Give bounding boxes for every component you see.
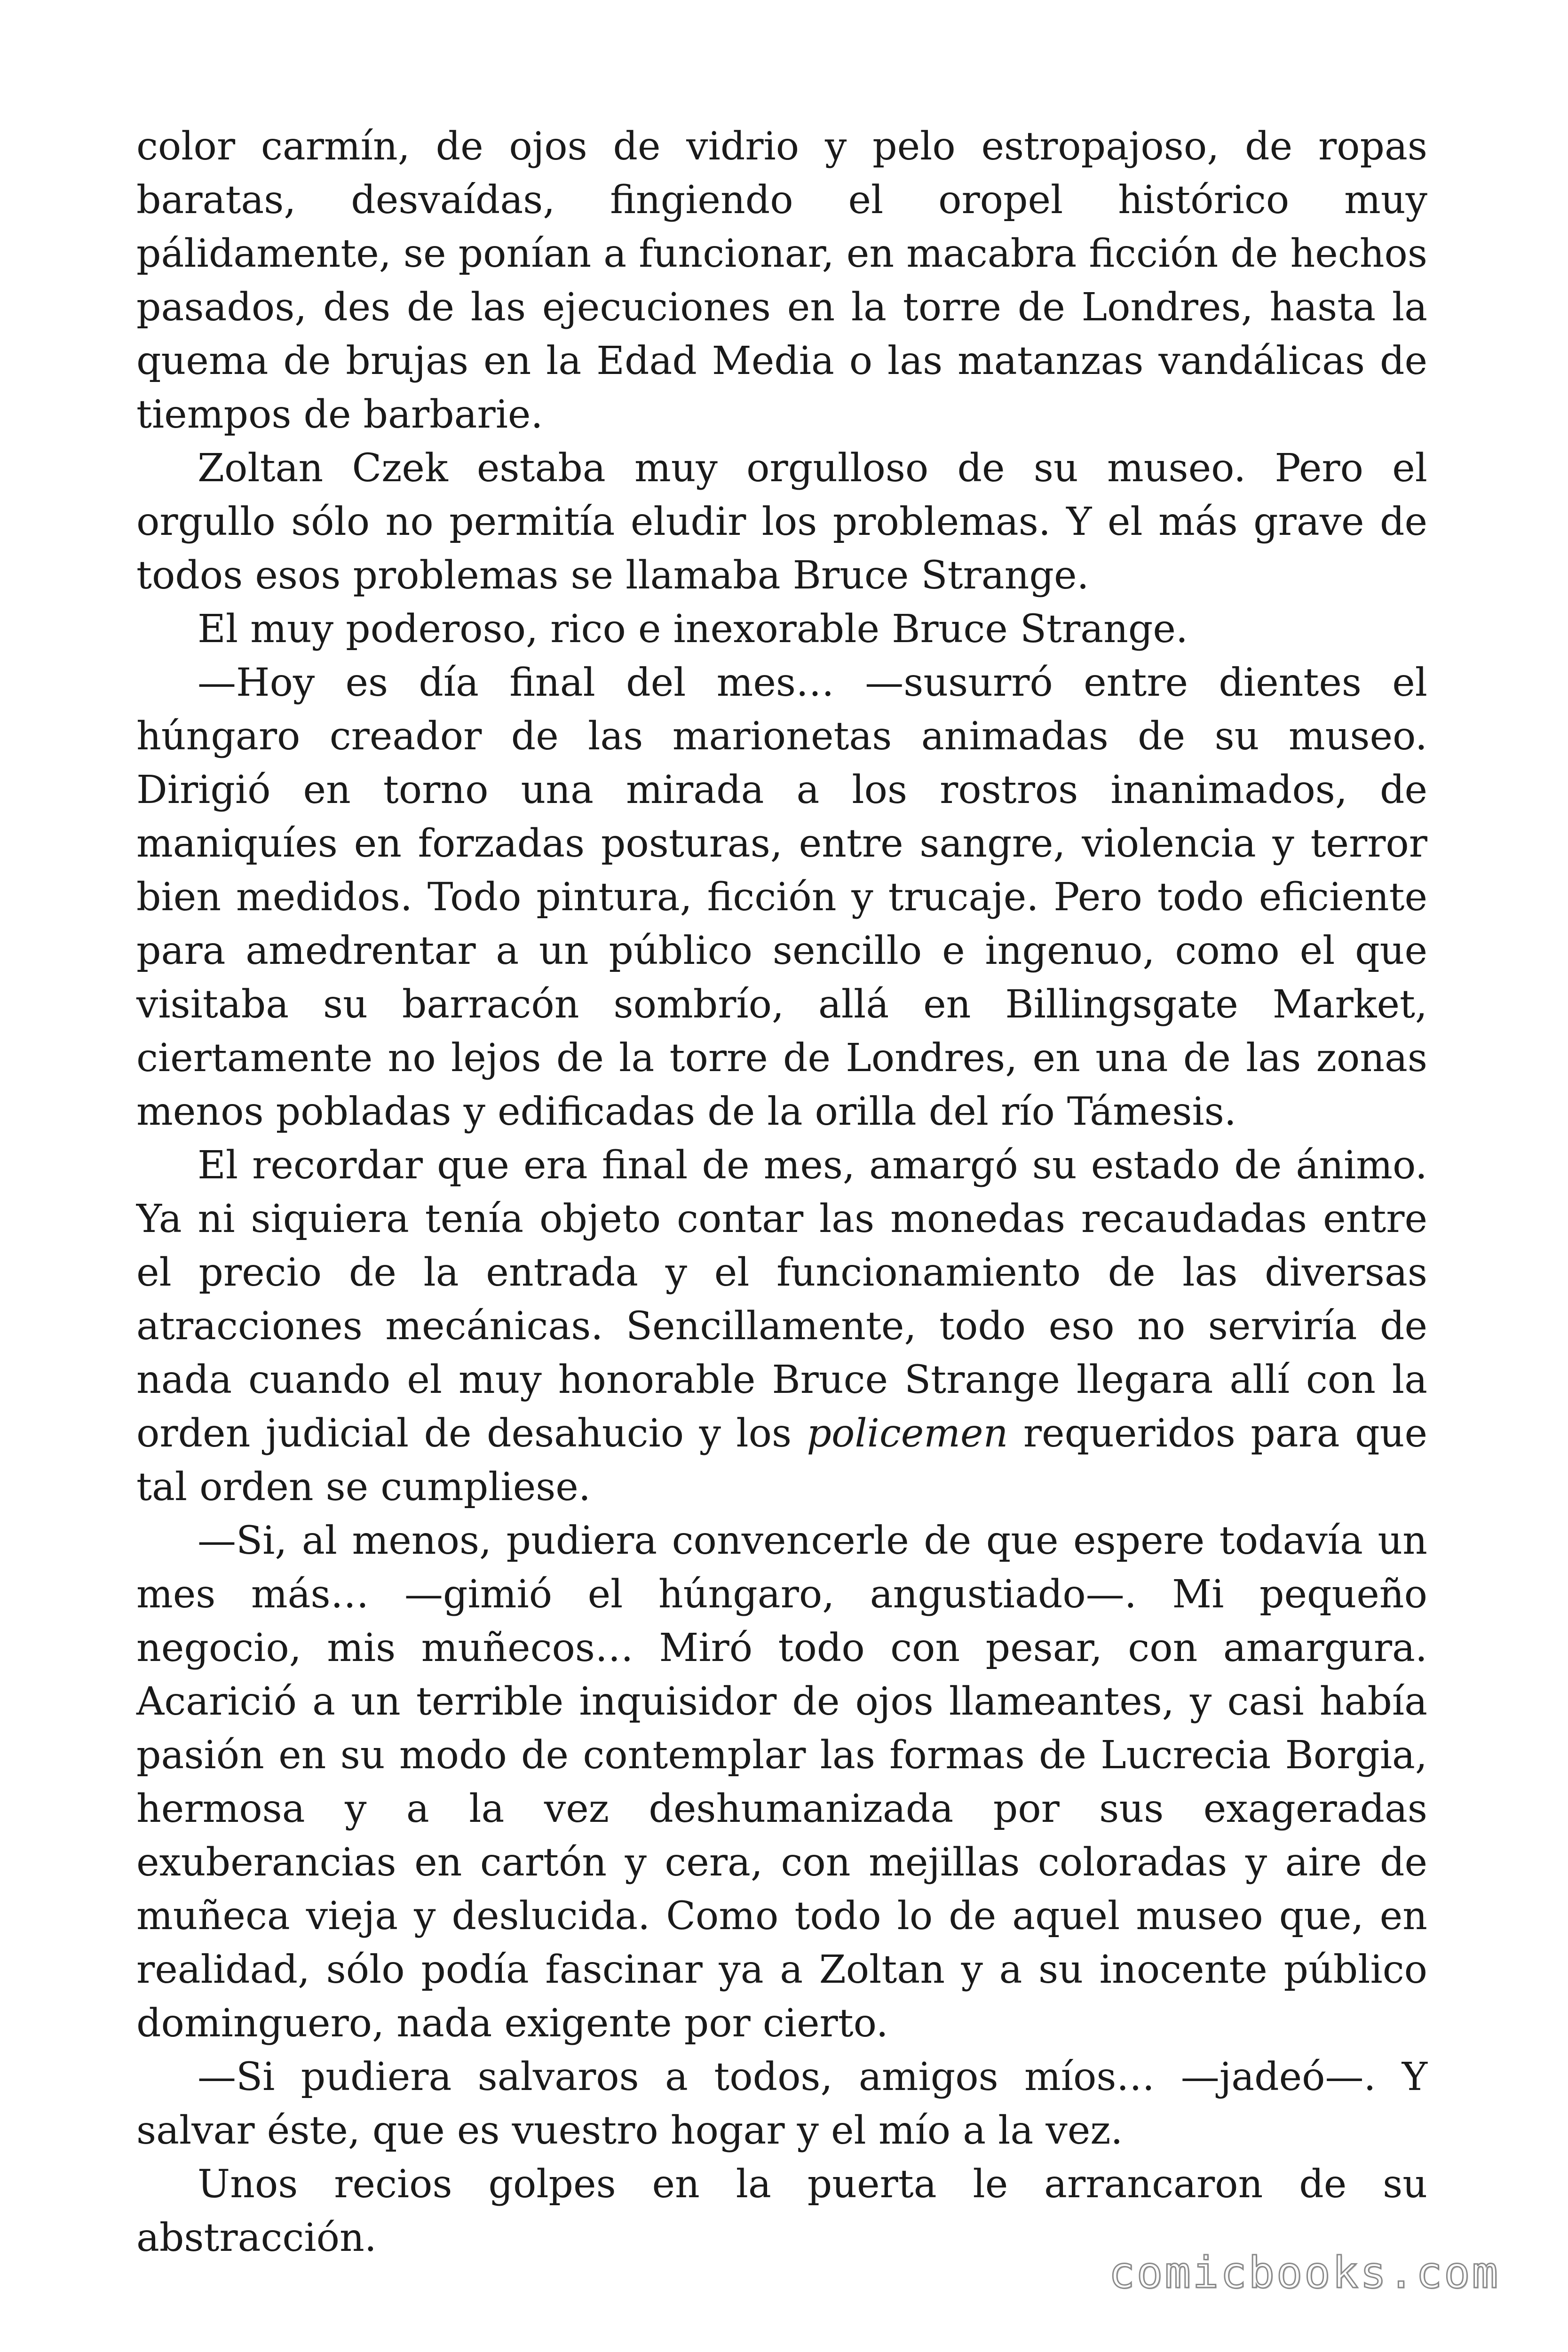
paragraph — [136, 120, 1427, 442]
text-run: requeridos para que tal orden se cumpliese. — [136, 1411, 1427, 1510]
text-run: El recordar que era final de mes, amargó su estado de ánimo. Ya ni siquiera tenía objeto contar las monedas recaudadas entre el precio de la entrada y el funcionamiento de las diversas atracciones mecánicas. Sencillamente, todo eso no serviría de nada cuando el muy honorable Bruce Strange llegara allí con la orden judicial de desahucio y los — [136, 1143, 1427, 1456]
paragraph — [136, 2050, 1427, 2158]
paragraph — [136, 603, 1427, 656]
text-run: Zoltan Czek estaba muy orgulloso de su museo. Pero el orgullo sólo no permitía eludir los problemas. Y el más grave de todos esos problemas se llamaba Bruce Strange. — [136, 446, 1427, 598]
body-text — [136, 120, 1427, 2265]
paragraph — [136, 1139, 1427, 1514]
paragraph — [136, 1514, 1427, 2050]
paragraph — [136, 656, 1427, 1139]
italic-term: policemen — [807, 1411, 1008, 1456]
text-run: —Si, al menos, pudiera convencerle de que espere todavía un mes más… —gimió el húngaro, angustiado—. Mi pequeño negocio, mis muñecos… Miró todo con pesar, con amargura. Acarició a un terrible inquisidor de ojos llameantes, y casi había pasión en su modo de contemplar las formas de Lucrecia Borgia, hermosa y a la vez deshumanizada por sus exageradas exuberancias en cartón y cera, con mejillas coloradas y aire de muñeca vieja y deslucida. Como todo lo de aquel museo que, en realidad, sólo podía fascinar ya a Zoltan y a su inocente público dominguero, nada exigente por cierto. — [136, 1518, 1427, 2046]
paragraph — [136, 442, 1427, 603]
text-run: color carmín, de ojos de vidrio y pelo estropajoso, de ropas baratas, desvaídas, fingiendo el oropel histórico muy pálidamente, se ponían a funcionar, en macabra ficción de hechos pasados, des de las ejecuciones en la torre de Londres, hasta la quema de brujas en la Edad Media o las matanzas vandálicas de tiempos de barbarie. — [136, 124, 1427, 437]
text-run: —Si pudiera salvaros a todos, amigos míos… —jadeó—. Y salvar éste, que es vuestro hogar y el mío a la vez. — [136, 2055, 1427, 2153]
site-watermark: comicbooks.com — [1109, 2248, 1500, 2298]
text-run: Unos recios golpes en la puerta le arrancaron de su abstracción. — [136, 2162, 1427, 2260]
text-run: —Hoy es día final del mes… —susurró entre dientes el húngaro creador de las marionetas animadas de su museo. Dirigió en torno una mirada a los rostros inanimados, de maniquíes en forzadas posturas, entre sangre, violencia y terror bien medidos. Todo pintura, ficción y trucaje. Pero todo eficiente para amedrentar a un público sencillo e ingenuo, como el que visitaba su barracón sombrío, allá en Billingsgate Market, ciertamente no lejos de la torre de Londres, en una de las zonas menos pobladas y edificadas de la orilla del río Támesis. — [136, 660, 1427, 1134]
text-run: El muy poderoso, rico e inexorable Bruce Strange. — [198, 607, 1188, 652]
